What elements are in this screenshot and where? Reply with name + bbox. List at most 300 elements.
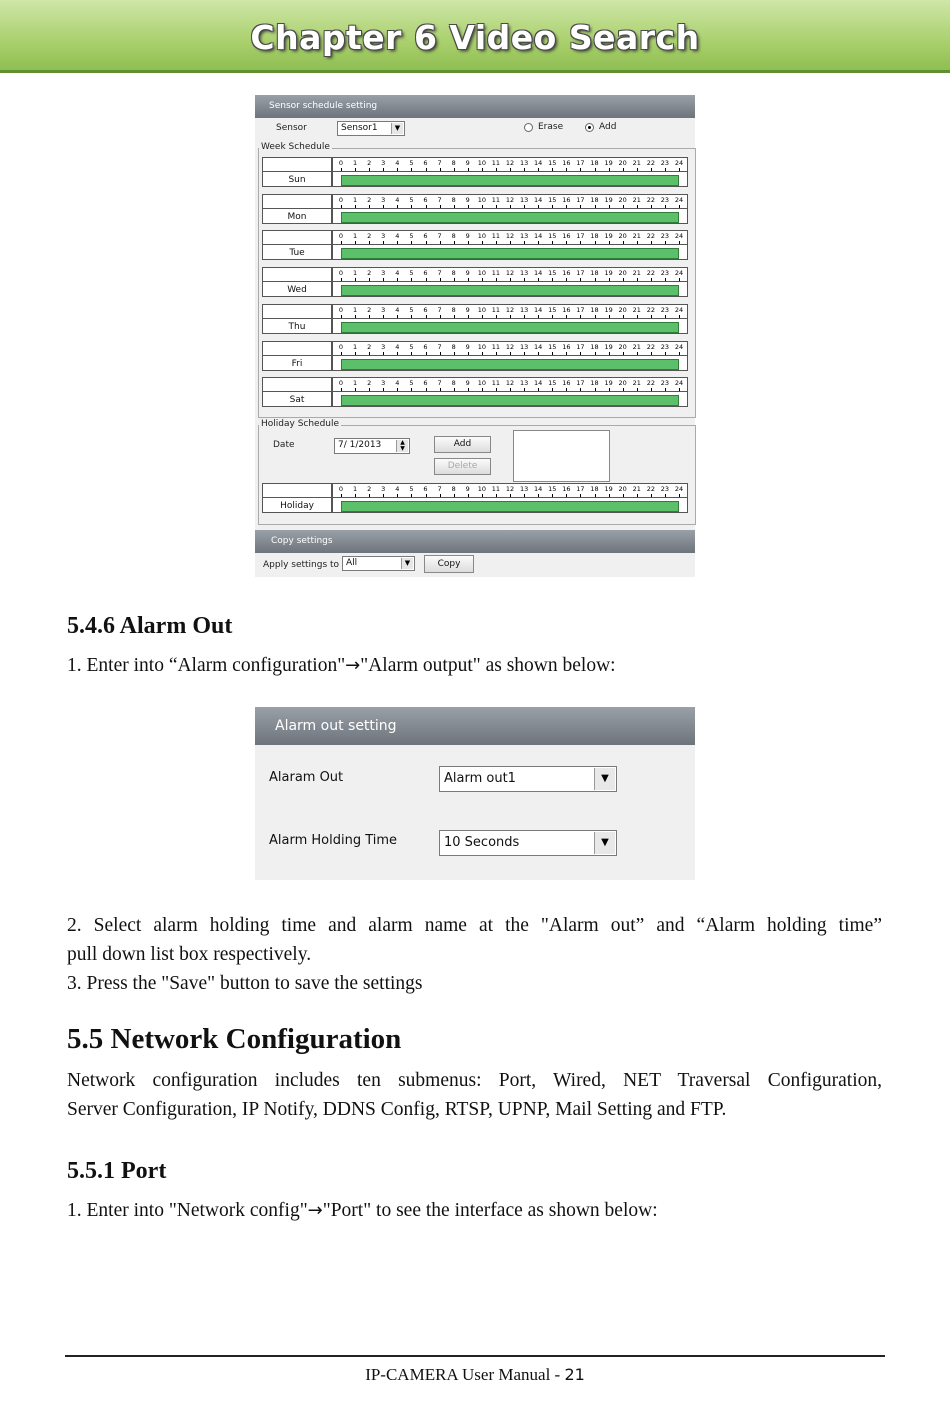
sensor-schedule-panel bbox=[255, 95, 695, 577]
hour-tick-label: 20 bbox=[618, 232, 627, 241]
hour-tick-label: 17 bbox=[576, 195, 585, 204]
hour-ruler bbox=[332, 230, 688, 245]
alarm-holding-select[interactable] bbox=[439, 830, 617, 856]
hour-tick-label: 21 bbox=[632, 159, 641, 167]
hour-tick-label: 9 bbox=[465, 379, 470, 388]
hour-tick-label: 11 bbox=[491, 159, 501, 167]
hour-tick-label: 2 bbox=[367, 485, 372, 493]
hour-tick-label: 19 bbox=[604, 159, 613, 167]
hour-ruler bbox=[332, 194, 688, 209]
alarm-out-label: Alaram Out bbox=[269, 770, 344, 785]
alarm-holding-value: 10 Seconds bbox=[444, 835, 520, 850]
hour-tick-label: 7 bbox=[437, 232, 442, 241]
hour-tick-label: 12 bbox=[505, 269, 515, 278]
chapter-header bbox=[0, 0, 950, 73]
hour-tick-label: 13 bbox=[519, 269, 529, 278]
hour-tick-label: 24 bbox=[674, 269, 684, 278]
day-label: Tue bbox=[262, 244, 332, 260]
hour-tick-label: 14 bbox=[534, 195, 543, 204]
hour-tick-label: 0 bbox=[338, 159, 344, 167]
hour-ruler bbox=[332, 157, 688, 172]
schedule-bar-box[interactable] bbox=[332, 318, 688, 334]
hour-tick-label: 20 bbox=[618, 342, 627, 351]
hour-tick-label: 17 bbox=[576, 379, 585, 388]
hour-tick-label: 7 bbox=[437, 305, 442, 314]
hour-tick-label: 6 bbox=[423, 485, 428, 493]
step3: 3. Press the "Save" button to save the settings bbox=[67, 973, 423, 994]
hour-tick-label: 6 bbox=[423, 305, 428, 314]
hour-tick-label: 19 bbox=[604, 269, 613, 278]
hour-tick-label: 22 bbox=[646, 379, 655, 388]
schedule-row bbox=[262, 267, 688, 299]
schedule-row bbox=[262, 157, 688, 189]
hour-tick-label: 12 bbox=[505, 195, 515, 204]
hour-tick-label: 10 bbox=[477, 342, 486, 351]
hour-tick-label: 22 bbox=[646, 195, 655, 204]
port-step1-end: "Port" to see the interface as shown below: bbox=[322, 1200, 658, 1221]
hour-tick-label: 19 bbox=[604, 379, 613, 388]
hour-tick-label: 6 bbox=[423, 232, 428, 241]
schedule-row bbox=[262, 377, 688, 409]
hour-tick-label: 14 bbox=[534, 159, 543, 167]
hour-tick-label: 13 bbox=[519, 195, 529, 204]
hour-tick-label: 0 bbox=[338, 342, 344, 351]
chevron-down-icon[interactable]: ▼ bbox=[401, 558, 413, 569]
hour-tick-label: 21 bbox=[632, 305, 641, 314]
hour-tick-label: 24 bbox=[674, 485, 684, 493]
hour-tick-label: 3 bbox=[381, 342, 386, 351]
hour-tick-label: 11 bbox=[491, 485, 501, 493]
hour-tick-label: 24 bbox=[674, 305, 684, 314]
hour-tick-label: 18 bbox=[590, 269, 599, 278]
hour-tick-label: 3 bbox=[381, 159, 386, 167]
hour-tick-label: 23 bbox=[660, 305, 670, 314]
hour-tick-label: 1 bbox=[353, 379, 358, 388]
hour-tick-label: 23 bbox=[660, 195, 670, 204]
hour-tick-label: 3 bbox=[381, 195, 386, 204]
arrow-right-icon: → bbox=[307, 1200, 323, 1221]
hour-tick-label: 16 bbox=[562, 159, 571, 167]
add-label: Add bbox=[599, 122, 617, 132]
row-label-top bbox=[262, 483, 332, 498]
schedule-bar-box[interactable] bbox=[332, 281, 688, 297]
hour-tick-label: 9 bbox=[465, 305, 470, 314]
hour-tick-label: 12 bbox=[505, 305, 515, 314]
hour-tick-label: 11 bbox=[491, 269, 501, 278]
schedule-bar[interactable] bbox=[341, 248, 679, 259]
hour-tick-label: 20 bbox=[618, 379, 627, 388]
hour-tick-label: 1 bbox=[353, 485, 358, 493]
apply-settings-value: All bbox=[346, 558, 358, 568]
hour-tick-label: 2 bbox=[367, 195, 372, 204]
hour-tick-label: 17 bbox=[576, 342, 585, 351]
hour-tick-label: 7 bbox=[437, 379, 442, 388]
hour-tick-label: 9 bbox=[465, 195, 470, 204]
section-546-heading: 5.4.6 Alarm Out bbox=[67, 613, 233, 639]
hour-tick-label: 19 bbox=[604, 305, 613, 314]
schedule-bar-box[interactable] bbox=[332, 497, 688, 513]
hour-tick-label: 16 bbox=[562, 232, 571, 241]
hour-ruler bbox=[332, 267, 688, 282]
hour-tick-label: 18 bbox=[590, 305, 599, 314]
spinner-icon[interactable]: ▲ ▼ bbox=[396, 440, 408, 452]
hour-tick-label: 22 bbox=[646, 232, 655, 241]
hour-tick-label: 12 bbox=[505, 232, 515, 241]
section-55-heading: 5.5 Network Configuration bbox=[67, 1023, 402, 1055]
hour-tick-label: 3 bbox=[381, 305, 386, 314]
hour-tick-label: 10 bbox=[477, 232, 486, 241]
hour-tick-label: 17 bbox=[576, 485, 585, 493]
hour-tick-label: 15 bbox=[548, 159, 557, 167]
hour-tick-label: 20 bbox=[618, 195, 627, 204]
hour-tick-label: 14 bbox=[534, 232, 543, 241]
hour-tick-label: 14 bbox=[534, 379, 543, 388]
schedule-bar[interactable] bbox=[341, 285, 679, 296]
hour-tick-label: 18 bbox=[590, 159, 599, 167]
hour-tick-label: 7 bbox=[437, 195, 442, 204]
hour-tick-label: 8 bbox=[451, 342, 456, 351]
hour-tick-label: 16 bbox=[562, 485, 571, 493]
hour-tick-label: 17 bbox=[576, 232, 585, 241]
schedule-bar-box[interactable] bbox=[332, 208, 688, 224]
schedule-row bbox=[262, 304, 688, 336]
hour-tick-label: 9 bbox=[465, 485, 470, 493]
hour-tick-label: 12 bbox=[505, 379, 515, 388]
hour-tick-label: 0 bbox=[338, 305, 344, 314]
hour-tick-label: 23 bbox=[660, 269, 670, 278]
hour-tick-label: 17 bbox=[576, 159, 585, 167]
hour-tick-label: 21 bbox=[632, 485, 641, 493]
schedule-bar[interactable] bbox=[341, 322, 679, 333]
row-label-top bbox=[262, 267, 332, 282]
section-551-step1 bbox=[67, 1196, 882, 1225]
hour-tick-label: 4 bbox=[395, 269, 400, 278]
hour-tick-label: 4 bbox=[395, 195, 400, 204]
apply-settings-select[interactable] bbox=[342, 556, 415, 571]
hour-tick-label: 0 bbox=[338, 485, 344, 493]
hour-tick-label: 23 bbox=[660, 379, 670, 388]
hour-tick-label: 15 bbox=[548, 485, 557, 493]
day-label: Holiday bbox=[262, 497, 332, 513]
hour-tick-label: 3 bbox=[381, 269, 386, 278]
hour-tick-label: 20 bbox=[618, 269, 627, 278]
hour-tick-label: 16 bbox=[562, 269, 571, 278]
hour-tick-label: 5 bbox=[409, 379, 414, 388]
hour-tick-label: 13 bbox=[519, 342, 529, 351]
hour-tick-label: 8 bbox=[451, 305, 456, 314]
schedule-bar[interactable] bbox=[341, 501, 679, 512]
section-55-para-line2: Server Configuration, IP Notify, DDNS Config, RTSP, UPNP, Mail Setting and FTP. bbox=[67, 1099, 727, 1120]
hour-tick-label: 0 bbox=[338, 195, 344, 204]
schedule-bar[interactable] bbox=[341, 175, 679, 186]
hour-tick-label: 10 bbox=[477, 195, 486, 204]
hour-tick-label: 2 bbox=[367, 159, 372, 167]
day-label: Sun bbox=[262, 171, 332, 187]
hour-tick-label: 13 bbox=[519, 159, 529, 167]
alarm-panel-titlebar: Alarm out setting bbox=[255, 707, 695, 745]
footer-divider bbox=[65, 1355, 885, 1357]
hour-tick-label: 19 bbox=[604, 342, 613, 351]
add-radio[interactable] bbox=[585, 123, 594, 132]
hour-tick-label: 5 bbox=[409, 159, 414, 167]
hour-tick-label: 14 bbox=[534, 342, 543, 351]
day-label: Wed bbox=[262, 281, 332, 297]
hour-tick-label: 1 bbox=[353, 342, 358, 351]
hour-tick-label: 7 bbox=[437, 485, 442, 493]
hour-tick-label: 24 bbox=[674, 379, 684, 388]
hour-tick-label: 10 bbox=[477, 305, 486, 314]
hour-tick-label: 9 bbox=[465, 342, 470, 351]
hour-tick-label: 6 bbox=[423, 269, 428, 278]
schedule-bar[interactable] bbox=[341, 212, 679, 223]
copy-settings-bar: Copy settings bbox=[255, 530, 695, 553]
holiday-add-button[interactable]: Add bbox=[434, 436, 491, 453]
hour-tick-label: 8 bbox=[451, 195, 456, 204]
hour-tick-label: 16 bbox=[562, 379, 571, 388]
schedule-row bbox=[262, 194, 688, 226]
erase-label: Erase bbox=[538, 122, 564, 132]
hour-tick-label: 16 bbox=[562, 342, 571, 351]
holiday-schedule-label: Holiday Schedule bbox=[261, 419, 340, 429]
hour-tick-label: 21 bbox=[632, 269, 641, 278]
hour-tick-label: 4 bbox=[395, 342, 400, 351]
hour-tick-label: 11 bbox=[491, 342, 501, 351]
holiday-list[interactable] bbox=[513, 430, 610, 482]
hour-tick-label: 7 bbox=[437, 342, 442, 351]
step2-line1: 2. Select alarm holding time and alarm name at the "Alarm out” and “Alarm holding time” bbox=[67, 915, 882, 936]
hour-tick-label: 14 bbox=[534, 269, 543, 278]
footer-text: IP-CAMERA User Manual - bbox=[365, 1365, 565, 1384]
hour-tick-label: 2 bbox=[367, 305, 372, 314]
day-label: Fri bbox=[262, 355, 332, 371]
hour-tick-label: 8 bbox=[451, 485, 456, 493]
hour-tick-label: 9 bbox=[465, 269, 470, 278]
hour-tick-label: 4 bbox=[395, 305, 400, 314]
date-value: 7/ 1/2013 bbox=[338, 440, 382, 450]
hour-tick-label: 4 bbox=[395, 232, 400, 241]
hour-ruler bbox=[332, 304, 688, 319]
alarm-holding-label: Alarm Holding Time bbox=[269, 833, 398, 848]
hour-tick-label: 23 bbox=[660, 232, 670, 241]
hour-tick-label: 13 bbox=[519, 485, 529, 493]
hour-ruler bbox=[332, 483, 688, 498]
schedule-row bbox=[262, 341, 688, 373]
hour-tick-label: 17 bbox=[576, 269, 585, 278]
date-field[interactable] bbox=[334, 438, 410, 454]
hour-tick-label: 4 bbox=[395, 379, 400, 388]
hour-tick-label: 23 bbox=[660, 342, 670, 351]
hour-tick-label: 8 bbox=[451, 269, 456, 278]
alarm-out-value: Alarm out1 bbox=[444, 771, 516, 786]
hour-tick-label: 6 bbox=[423, 342, 428, 351]
hour-tick-label: 22 bbox=[646, 305, 655, 314]
hour-tick-label: 4 bbox=[395, 485, 400, 493]
hour-tick-label: 15 bbox=[548, 379, 557, 388]
hour-tick-label: 9 bbox=[465, 159, 470, 167]
hour-tick-label: 22 bbox=[646, 159, 655, 167]
hour-tick-label: 24 bbox=[674, 342, 684, 351]
hour-tick-label: 12 bbox=[505, 159, 515, 167]
hour-tick-label: 18 bbox=[590, 485, 599, 493]
chevron-down-icon[interactable]: ▼ bbox=[594, 768, 615, 790]
row-label-top bbox=[262, 304, 332, 319]
chapter-title: Chapter 6 Video Search bbox=[250, 18, 700, 57]
schedule-row bbox=[262, 230, 688, 262]
hour-tick-label: 24 bbox=[674, 195, 684, 204]
hour-tick-label: 0 bbox=[338, 269, 344, 278]
hour-tick-label: 23 bbox=[660, 159, 670, 167]
hour-tick-label: 20 bbox=[618, 159, 627, 167]
schedule-bar-box[interactable] bbox=[332, 391, 688, 407]
hour-tick-label: 1 bbox=[353, 232, 358, 241]
hour-tick-label: 8 bbox=[451, 159, 456, 167]
hour-tick-label: 11 bbox=[491, 379, 501, 388]
hour-tick-label: 1 bbox=[353, 159, 358, 167]
hour-tick-label: 5 bbox=[409, 232, 414, 241]
hour-tick-label: 5 bbox=[409, 485, 414, 493]
schedule-bar-box[interactable] bbox=[332, 244, 688, 260]
hour-tick-label: 15 bbox=[548, 342, 557, 351]
row-label-top bbox=[262, 194, 332, 209]
hour-ruler bbox=[332, 377, 688, 392]
hour-tick-label: 5 bbox=[409, 195, 414, 204]
day-label: Sat bbox=[262, 391, 332, 407]
schedule-bar-box[interactable] bbox=[332, 355, 688, 371]
alarm-out-select[interactable] bbox=[439, 766, 617, 792]
hour-tick-label: 10 bbox=[477, 379, 486, 388]
hour-tick-label: 14 bbox=[534, 485, 543, 493]
hour-tick-label: 5 bbox=[409, 269, 414, 278]
row-label-top bbox=[262, 341, 332, 356]
section-551-heading: 5.5.1 Port bbox=[67, 1158, 167, 1184]
hour-tick-label: 10 bbox=[477, 269, 486, 278]
hour-tick-label: 20 bbox=[618, 305, 627, 314]
hour-tick-label: 19 bbox=[604, 485, 613, 493]
hour-tick-label: 6 bbox=[423, 159, 428, 167]
hour-tick-label: 7 bbox=[437, 159, 442, 167]
hour-tick-label: 1 bbox=[353, 195, 358, 204]
hour-tick-label: 12 bbox=[505, 485, 515, 493]
sensor-select-value: Sensor1 bbox=[341, 123, 378, 133]
apply-settings-label: Apply settings to bbox=[263, 560, 340, 570]
hour-tick-label: 21 bbox=[632, 379, 641, 388]
hour-tick-label: 11 bbox=[491, 305, 501, 314]
hour-tick-label: 9 bbox=[465, 232, 470, 241]
hour-tick-label: 13 bbox=[519, 379, 529, 388]
row-label-top bbox=[262, 377, 332, 392]
hour-tick-label: 16 bbox=[562, 195, 571, 204]
schedule-row bbox=[262, 483, 688, 515]
hour-tick-label: 2 bbox=[367, 342, 372, 351]
hour-ruler bbox=[332, 341, 688, 356]
hour-tick-label: 3 bbox=[381, 232, 386, 241]
hour-tick-label: 18 bbox=[590, 379, 599, 388]
hour-tick-label: 18 bbox=[590, 342, 599, 351]
hour-tick-label: 2 bbox=[367, 269, 372, 278]
hour-tick-label: 11 bbox=[491, 232, 501, 241]
hour-tick-label: 19 bbox=[604, 232, 613, 241]
hour-tick-label: 15 bbox=[548, 269, 557, 278]
step1-text-start: 1. Enter into “Alarm configuration" bbox=[67, 655, 346, 676]
hour-tick-label: 13 bbox=[519, 305, 529, 314]
hour-tick-label: 2 bbox=[367, 379, 372, 388]
hour-tick-label: 15 bbox=[548, 195, 557, 204]
hour-tick-label: 0 bbox=[338, 232, 344, 241]
hour-tick-label: 14 bbox=[534, 305, 543, 314]
hour-tick-label: 21 bbox=[632, 195, 641, 204]
hour-tick-label: 11 bbox=[491, 195, 501, 204]
alarm-out-panel bbox=[255, 707, 695, 880]
schedule-bar[interactable] bbox=[341, 359, 679, 370]
section-55-para-line1: Network configuration includes ten submenus: Port, Wired, NET Traversal Configuration, bbox=[67, 1070, 882, 1091]
hour-tick-label: 6 bbox=[423, 195, 428, 204]
port-step1-start: 1. Enter into "Network config" bbox=[67, 1200, 308, 1221]
arrow-right-icon: → bbox=[345, 655, 361, 676]
day-label: Thu bbox=[262, 318, 332, 334]
row-label-top bbox=[262, 230, 332, 245]
hour-tick-label: 18 bbox=[590, 232, 599, 241]
hour-tick-label: 3 bbox=[381, 485, 386, 493]
week-schedule-label: Week Schedule bbox=[261, 142, 330, 152]
hour-tick-label: 2 bbox=[367, 232, 372, 241]
hour-tick-label: 15 bbox=[548, 232, 557, 241]
copy-button[interactable]: Copy bbox=[424, 555, 474, 573]
hour-tick-label: 22 bbox=[646, 269, 655, 278]
hour-tick-label: 20 bbox=[618, 485, 627, 493]
hour-tick-label: 22 bbox=[646, 485, 655, 493]
hour-tick-label: 3 bbox=[381, 379, 386, 388]
hour-tick-label: 8 bbox=[451, 379, 456, 388]
hour-tick-label: 10 bbox=[477, 485, 486, 493]
hour-tick-label: 4 bbox=[395, 159, 400, 167]
page-footer bbox=[0, 1365, 950, 1385]
hour-tick-label: 5 bbox=[409, 305, 414, 314]
hour-tick-label: 21 bbox=[632, 232, 641, 241]
schedule-bar[interactable] bbox=[341, 395, 679, 406]
holiday-delete-button[interactable]: Delete bbox=[434, 458, 491, 475]
hour-tick-label: 0 bbox=[338, 379, 344, 388]
hour-tick-label: 23 bbox=[660, 485, 670, 493]
step1-text-end: "Alarm output" as shown below: bbox=[360, 655, 616, 676]
hour-tick-label: 21 bbox=[632, 342, 641, 351]
hour-tick-label: 12 bbox=[505, 342, 515, 351]
sensor-select[interactable] bbox=[337, 121, 405, 136]
schedule-bar-box[interactable] bbox=[332, 171, 688, 187]
sensor-panel-titlebar: Sensor schedule setting bbox=[255, 95, 695, 118]
sensor-label: Sensor bbox=[276, 123, 307, 133]
hour-tick-label: 1 bbox=[353, 305, 358, 314]
day-label: Mon bbox=[262, 208, 332, 224]
hour-tick-label: 8 bbox=[451, 232, 456, 241]
page-number: 21 bbox=[564, 1365, 585, 1384]
hour-tick-label: 5 bbox=[409, 342, 414, 351]
row-label-top bbox=[262, 157, 332, 172]
hour-tick-label: 24 bbox=[674, 232, 684, 241]
chevron-down-icon[interactable]: ▼ bbox=[594, 832, 615, 854]
hour-tick-label: 17 bbox=[576, 305, 585, 314]
hour-tick-label: 1 bbox=[353, 269, 358, 278]
hour-tick-label: 10 bbox=[477, 159, 486, 167]
hour-tick-label: 18 bbox=[590, 195, 599, 204]
erase-radio[interactable] bbox=[524, 123, 533, 132]
hour-tick-label: 24 bbox=[674, 159, 684, 167]
hour-tick-label: 13 bbox=[519, 232, 529, 241]
hour-tick-label: 22 bbox=[646, 342, 655, 351]
section-546-step1 bbox=[67, 651, 882, 680]
hour-tick-label: 6 bbox=[423, 379, 428, 388]
hour-tick-label: 19 bbox=[604, 195, 613, 204]
chevron-down-icon[interactable]: ▼ bbox=[391, 123, 403, 134]
